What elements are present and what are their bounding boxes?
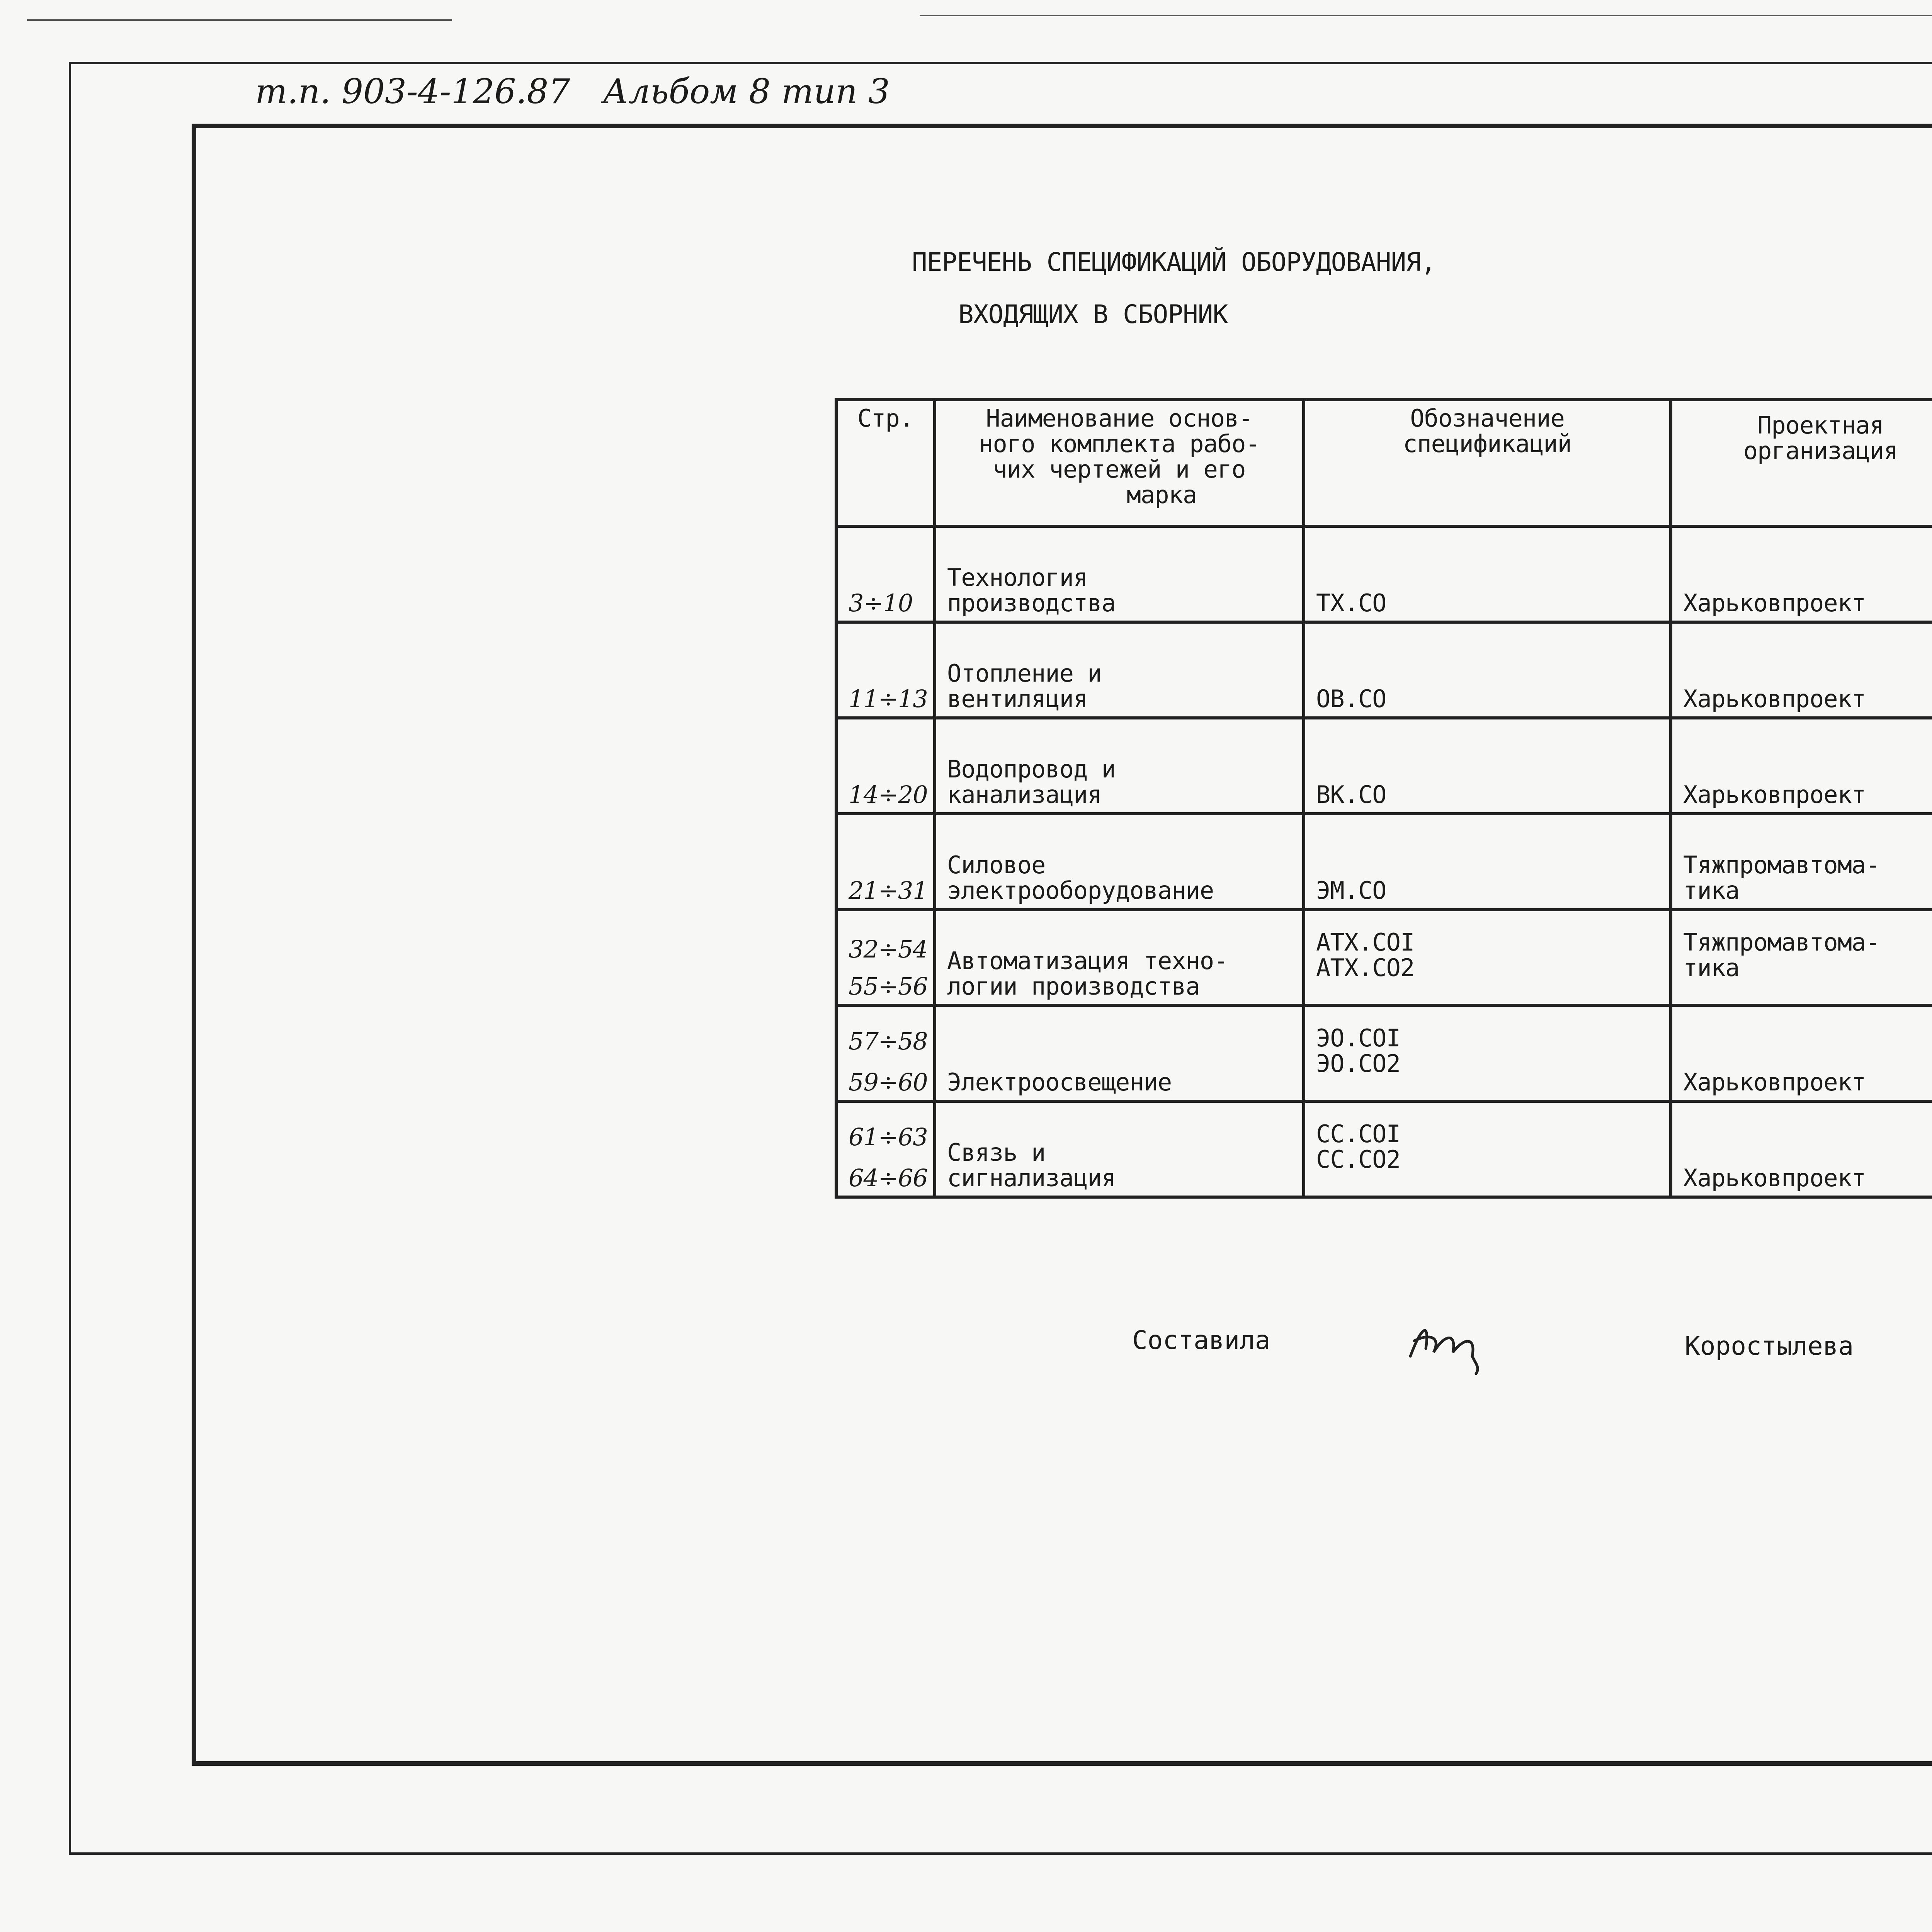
row-code <box>1304 910 1671 1005</box>
row-org <box>1671 718 1932 814</box>
row-org <box>1671 814 1932 910</box>
name-line: Связь и <box>947 1138 1046 1167</box>
page-range: 64÷66 <box>849 1164 928 1192</box>
row-name <box>935 814 1304 910</box>
header-org <box>1671 400 1932 526</box>
table-row <box>836 814 1932 910</box>
name-line: Силовое <box>947 851 1046 879</box>
spec-code: ЭМ.СО <box>1316 876 1386 905</box>
row-code <box>1304 1101 1671 1197</box>
header-name-line: ного комплекта рабо- <box>979 430 1260 458</box>
table-row <box>836 1005 1932 1101</box>
table-row <box>836 1101 1932 1197</box>
row-code <box>1304 718 1671 814</box>
org-line: Харьковпроект <box>1683 781 1866 809</box>
project-reference: т.п. 903-4-126.87 <box>255 71 570 111</box>
org-line: Тяжпромавтома- <box>1683 851 1880 879</box>
row-org <box>1671 1005 1932 1101</box>
header-code <box>1304 400 1671 526</box>
spec-code: ЭО.СОI <box>1316 1024 1400 1052</box>
document-title-line2: ВХОДЯЩИХ В СБОРНИК <box>958 299 1228 329</box>
spec-code: АТХ.СОI <box>1316 928 1415 956</box>
row-name <box>935 622 1304 718</box>
row-name <box>935 526 1304 622</box>
row-code <box>1304 1005 1671 1101</box>
page-range: 59÷60 <box>849 1068 928 1096</box>
spec-code: АТХ.СО2 <box>1316 954 1415 982</box>
name-line: электрооборудование <box>947 876 1214 905</box>
table-row <box>836 526 1932 622</box>
table-row <box>836 622 1932 718</box>
org-line: тика <box>1683 876 1740 905</box>
row-pages <box>836 1005 935 1101</box>
spec-code: ОВ.СО <box>1316 685 1386 713</box>
document-title-line1: ПЕРЕЧЕНЬ СПЕЦИФИКАЦИЙ ОБОРУДОВАНИЯ, <box>912 247 1436 277</box>
name-line: Электроосвещение <box>947 1068 1172 1096</box>
name-line: вентиляция <box>947 685 1088 713</box>
org-line: Харьковпроект <box>1683 589 1866 617</box>
page-range: 61÷63 <box>849 1123 928 1151</box>
table-header-row <box>836 400 1932 526</box>
header-org-line: организация <box>1743 437 1898 465</box>
header-code-line: Обозначение <box>1410 404 1565 432</box>
spec-code: ВК.СО <box>1316 781 1386 809</box>
row-name <box>935 718 1304 814</box>
header-name-line: Наименование основ- <box>986 404 1253 432</box>
page-range: 57÷58 <box>849 1027 928 1055</box>
row-org <box>1671 526 1932 622</box>
name-line: Отопление и <box>947 659 1102 687</box>
row-pages <box>836 1101 935 1197</box>
row-name <box>935 1005 1304 1101</box>
row-pages <box>836 622 935 718</box>
scan-edge-line <box>920 15 1932 16</box>
page-range: 55÷56 <box>849 972 928 1000</box>
row-org <box>1671 1101 1932 1197</box>
header-name <box>935 400 1304 526</box>
row-code <box>1304 814 1671 910</box>
header-code-line: спецификаций <box>1403 430 1571 458</box>
name-line: сигнализация <box>947 1164 1116 1192</box>
spec-code: СС.СО2 <box>1316 1145 1400 1173</box>
org-line: тика <box>1683 954 1740 982</box>
org-line: Харьковпроект <box>1683 1068 1866 1096</box>
spec-code: СС.СОI <box>1316 1120 1400 1148</box>
row-org <box>1671 622 1932 718</box>
name-line: производства <box>947 589 1116 617</box>
page-range: 3÷10 <box>849 589 913 617</box>
name-line: логии производства <box>947 972 1200 1000</box>
compiler-name: Коростылева <box>1685 1331 1854 1361</box>
row-pages <box>836 526 935 622</box>
row-name <box>935 1101 1304 1197</box>
signature-mark <box>1399 1310 1492 1378</box>
org-line: Тяжпромавтома- <box>1683 928 1880 956</box>
page-range: 11÷13 <box>849 685 928 713</box>
row-pages <box>836 814 935 910</box>
scan-edge-line <box>27 19 452 21</box>
org-line: Харьковпроект <box>1683 685 1866 713</box>
row-pages <box>836 718 935 814</box>
name-line: Технология <box>947 563 1088 592</box>
row-name <box>935 910 1304 1005</box>
row-org <box>1671 910 1932 1005</box>
table-row <box>836 718 1932 814</box>
spec-code: ТХ.СО <box>1316 589 1386 617</box>
row-code <box>1304 526 1671 622</box>
header-org-line: Проектная <box>1757 411 1884 439</box>
compiled-by-label: Составила <box>1132 1325 1270 1355</box>
handwritten-signature-icon <box>1399 1310 1492 1376</box>
row-code <box>1304 622 1671 718</box>
spec-code: ЭО.СО2 <box>1316 1049 1400 1078</box>
name-line: канализация <box>947 781 1102 809</box>
name-line: Автоматизация техно- <box>947 947 1228 975</box>
page-range: 14÷20 <box>849 781 928 809</box>
album-reference: Альбом 8 тип 3 <box>603 71 890 111</box>
row-pages <box>836 910 935 1005</box>
page-range: 21÷31 <box>849 876 928 905</box>
name-line: Водопровод и <box>947 755 1116 783</box>
header-name-line: марка <box>1126 481 1197 509</box>
header-page: Стр. <box>836 400 935 526</box>
page-range: 32÷54 <box>849 935 928 963</box>
specification-table <box>835 398 1932 1199</box>
header-name-line: чих чертежей и его <box>993 455 1246 483</box>
table-row <box>836 910 1932 1005</box>
org-line: Харьковпроект <box>1683 1164 1866 1192</box>
